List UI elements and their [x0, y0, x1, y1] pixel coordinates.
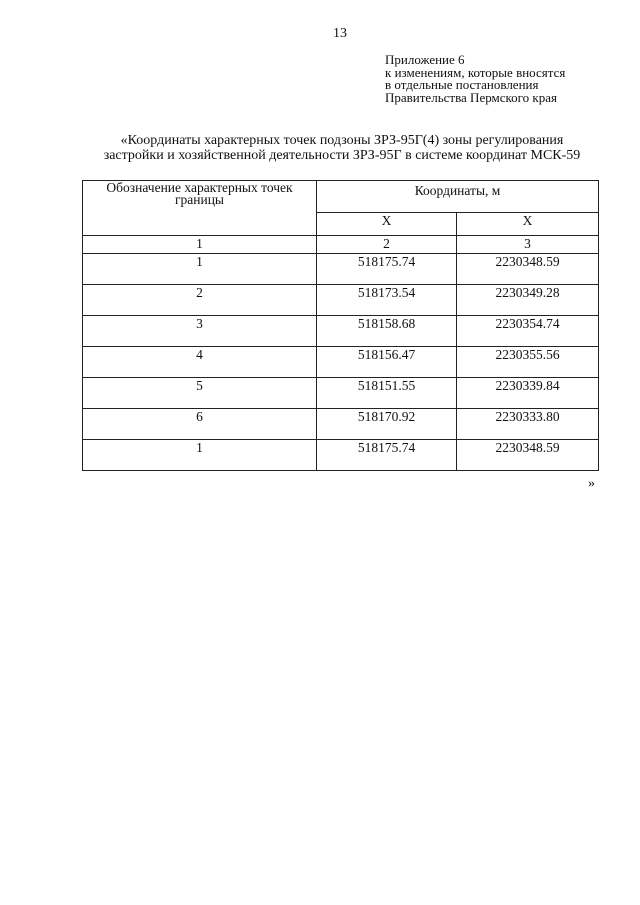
appendix-line: в отдельные постановления [385, 77, 539, 92]
x-value: 518173.54 [317, 285, 457, 316]
x-value: 518175.74 [317, 440, 457, 471]
appendix-line: к изменениям, которые вносятся [385, 64, 566, 80]
y-value: 2230349.28 [457, 285, 599, 316]
header-y: Х [457, 213, 599, 236]
point-label: 2 [83, 285, 317, 316]
coordinates-table [82, 180, 599, 471]
header-points: Обозначение характерных точек границы [83, 181, 317, 236]
table-row [83, 347, 599, 378]
x-value: 518151.55 [317, 378, 457, 409]
table-row [83, 440, 599, 471]
x-value: 518156.47 [317, 347, 457, 378]
header-x: X [317, 213, 457, 236]
point-label: 1 [83, 254, 317, 285]
table-row [83, 378, 599, 409]
table-row [83, 316, 599, 347]
appendix-block [385, 54, 565, 104]
y-value: 2230354.74 [457, 316, 599, 347]
page-number: 13 [333, 26, 347, 41]
point-label: 1 [83, 440, 317, 471]
y-value: 2230348.59 [457, 440, 599, 471]
header-coordinates: Координаты, м [317, 181, 599, 213]
y-value: 2230355.56 [457, 347, 599, 378]
title-line-2: застройки и хозяйственной деятельности ЗРЗ-95Г в системе координат МСК-59 [103, 148, 581, 163]
table-row [83, 254, 599, 285]
appendix-line: Приложение 6 [385, 52, 465, 67]
column-number: 3 [457, 236, 599, 254]
x-value: 518158.68 [317, 316, 457, 347]
table-row [83, 285, 599, 316]
y-value: 2230333.80 [457, 409, 599, 440]
y-value: 2230348.59 [457, 254, 599, 285]
appendix-line: Правительства Пермского края [385, 89, 557, 105]
y-value: 2230339.84 [457, 378, 599, 409]
document-title [78, 133, 606, 163]
table-row [83, 409, 599, 440]
x-value: 518175.74 [317, 254, 457, 285]
column-number: 1 [83, 236, 317, 254]
closing-quote: » [588, 476, 595, 491]
point-label: 3 [83, 316, 317, 347]
point-label: 5 [83, 378, 317, 409]
point-label: 4 [83, 347, 317, 378]
point-label: 6 [83, 409, 317, 440]
column-number: 2 [317, 236, 457, 254]
title-line-1: «Координаты характерных точек подзоны ЗРЗ-95Г(4) зоны регулирования [120, 133, 564, 148]
x-value: 518170.92 [317, 409, 457, 440]
